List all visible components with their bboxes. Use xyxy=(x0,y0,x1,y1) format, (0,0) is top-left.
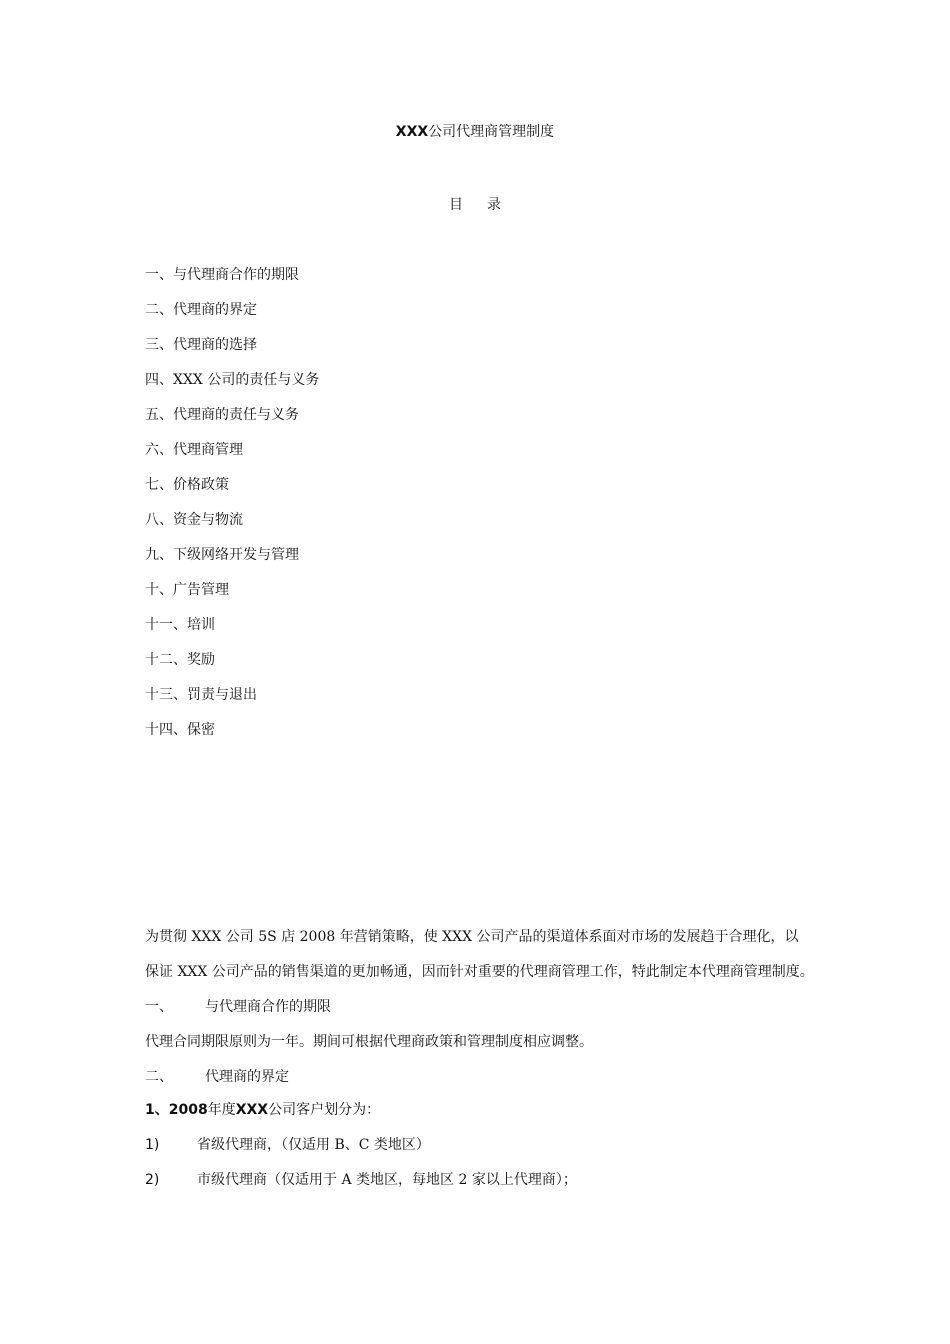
section-1-text: 代理合同期限原则为一年。期间可根据代理商政策和管理制度相应调整。 xyxy=(145,1034,593,1050)
clause-prefix: 1、2008 xyxy=(145,1102,208,1118)
toc-item: 一、与代理商合作的期限 xyxy=(145,267,299,283)
list-item xyxy=(145,1135,430,1155)
toc-item: 四、XXX 公司的责任与义务 xyxy=(145,372,320,388)
toc-item: 九、下级网络开发与管理 xyxy=(145,547,299,563)
list-item-number: 2) xyxy=(145,1172,160,1188)
title-company: XXX xyxy=(395,124,429,140)
list-item-number: 1) xyxy=(145,1137,160,1153)
toc-item: 十、广告管理 xyxy=(145,582,229,598)
clause-1 xyxy=(145,1100,380,1120)
toc-item: 十一、培训 xyxy=(145,617,215,633)
intro-line-2: 保证 XXX 公司产品的销售渠道的更加畅通，因而针对重要的代理商管理工作，特此制定本代理商管理制度。 xyxy=(145,964,814,980)
section-number: 一、 xyxy=(145,999,173,1015)
toc-item: 十四、保密 xyxy=(145,722,215,738)
toc-heading xyxy=(0,195,950,215)
list-item-text: 省级代理商，（仅适用 B、C 类地区） xyxy=(197,1137,430,1153)
section-heading-2 xyxy=(145,1067,289,1087)
section-number: 二、 xyxy=(145,1069,173,1085)
toc-item: 七、价格政策 xyxy=(145,477,229,493)
toc-heading-left: 目 xyxy=(449,197,463,213)
toc-list xyxy=(145,265,319,755)
title-rest: 公司代理商管理制度 xyxy=(428,124,555,140)
toc-item: 三、代理商的选择 xyxy=(145,337,257,353)
toc-item: 六、代理商管理 xyxy=(145,442,243,458)
toc-heading-right: 录 xyxy=(487,197,501,213)
list-item xyxy=(145,1170,577,1190)
clause-company: XXX xyxy=(235,1102,269,1118)
document-title xyxy=(0,122,950,142)
toc-item: 十二、奖励 xyxy=(145,652,215,668)
toc-item: 五、代理商的责任与义务 xyxy=(145,407,299,423)
list-item-text: 市级代理商（仅适用于 A 类地区，每地区 2 家以上代理商）； xyxy=(197,1172,577,1188)
section-title: 代理商的界定 xyxy=(205,1069,289,1085)
toc-item: 十三、罚责与退出 xyxy=(145,687,257,703)
section-title: 与代理商合作的期限 xyxy=(205,999,331,1015)
clause-rest: 公司客户划分为： xyxy=(268,1102,381,1118)
clause-middle: 年度 xyxy=(207,1102,236,1118)
toc-item: 二、代理商的界定 xyxy=(145,302,257,318)
section-heading-1 xyxy=(145,997,331,1017)
intro-line-1: 为贯彻 XXX 公司 5S 店 2008 年营销策略，使 XXX 公司产品的渠道体系面对市场的发展趋于合理化，以 xyxy=(145,929,799,945)
toc-item: 八、资金与物流 xyxy=(145,512,243,528)
